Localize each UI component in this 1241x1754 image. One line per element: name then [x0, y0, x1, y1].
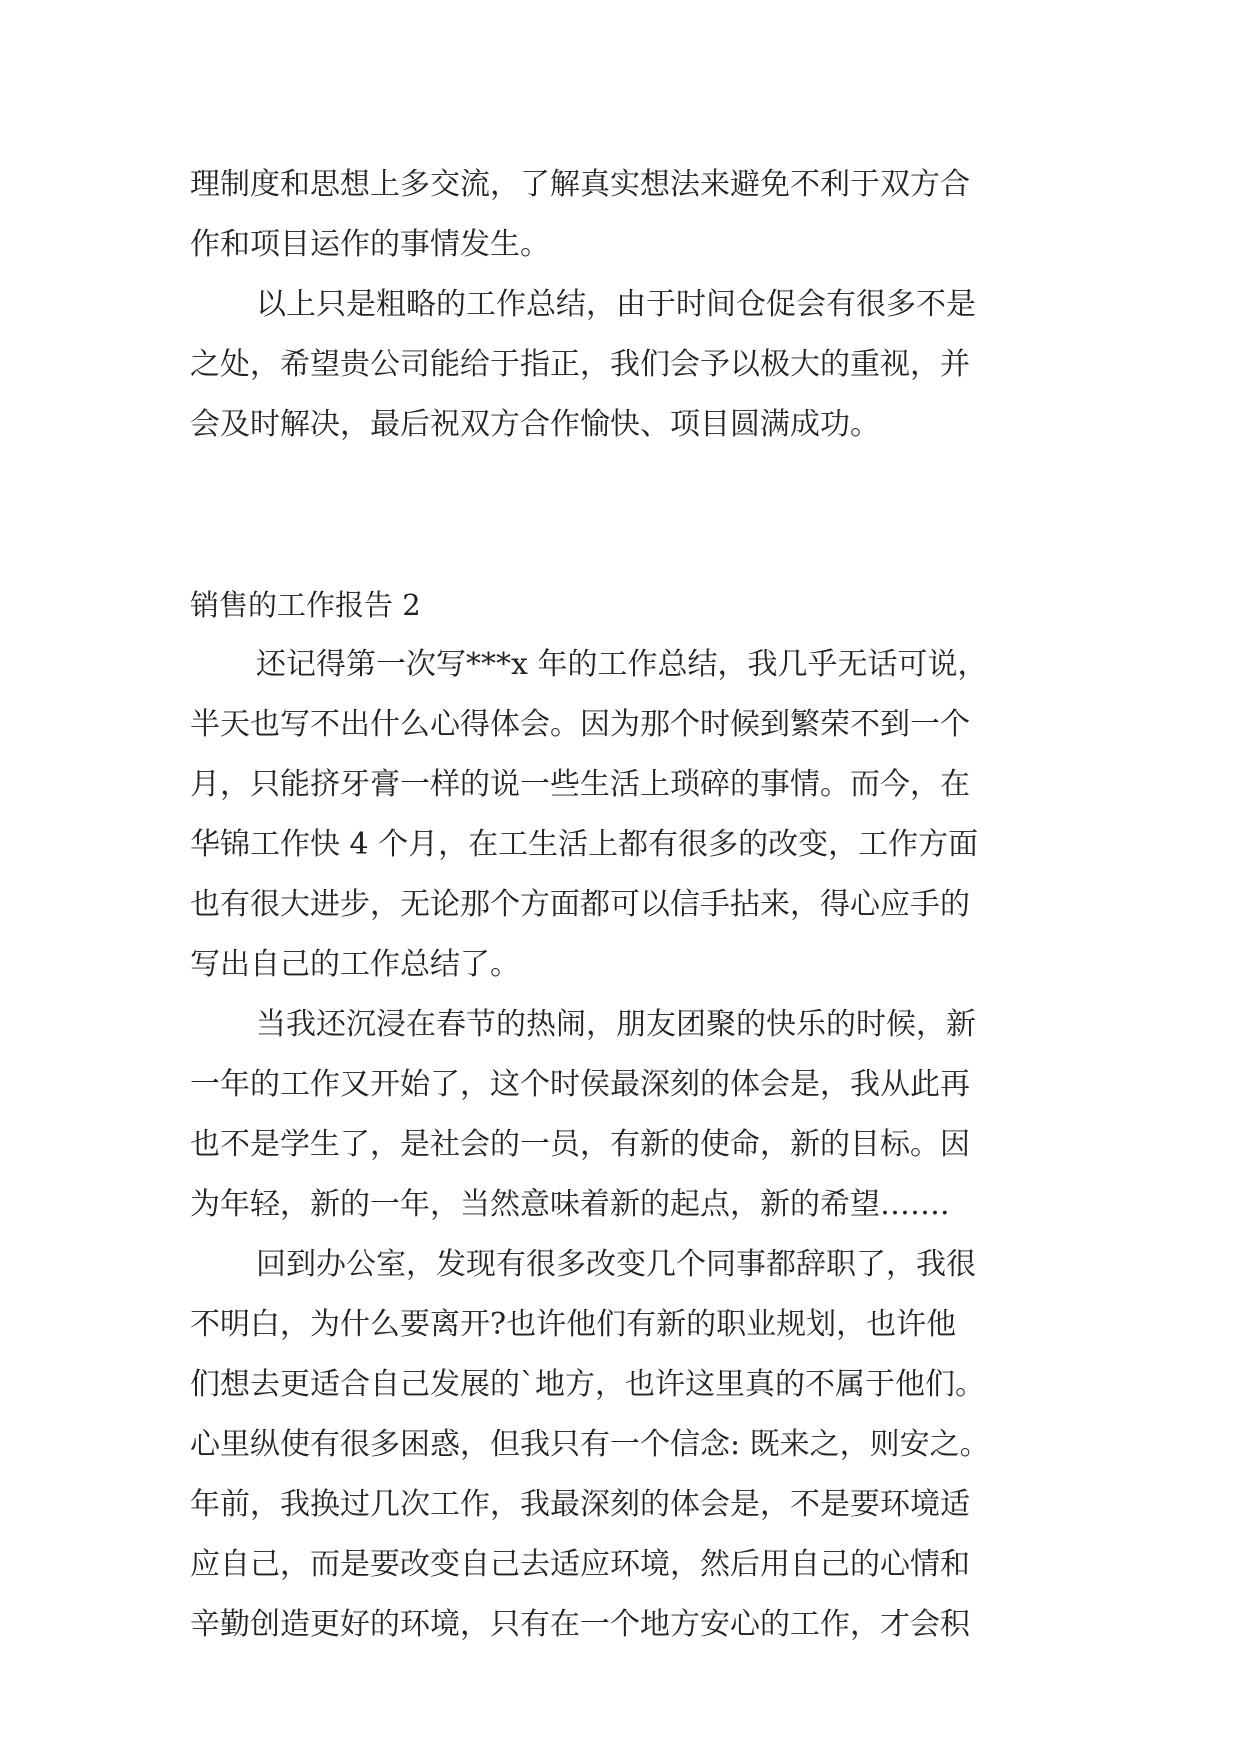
paragraph-line: 年前，我换过几次工作，我最深刻的体会是，不是要环境适 — [190, 1487, 970, 1522]
paragraph-line: 应自己，而是要改变自己去适应环境，然后用自己的心情和 — [190, 1547, 970, 1582]
paragraph-line: 心里纵使有很多困惑，但我只有一个信念: 既来之，则安之。 — [190, 1427, 990, 1462]
document-body — [190, 155, 1050, 1655]
paragraph-line: 半天也写不出什么心得体会。因为那个时候到繁荣不到一个 — [190, 707, 970, 742]
paragraph-line: 回到办公室，发现有很多改变几个同事都辞职了，我很 — [256, 1247, 976, 1282]
paragraph-line: 会及时解决，最后祝双方合作愉快、项目圆满成功。 — [190, 407, 880, 442]
paragraph-line: 写出自己的工作总结了。 — [190, 947, 520, 982]
paragraph-line: 一年的工作又开始了，这个时侯最深刻的体会是，我从此再 — [190, 1067, 970, 1102]
paragraph-line: 也不是学生了，是社会的一员，有新的使命，新的目标。因 — [190, 1127, 970, 1162]
paragraph-line: 也有很大进步，无论那个方面都可以信手拈来，得心应手的 — [190, 887, 970, 922]
paragraph-line: 还记得第一次写***x 年的工作总结，我几乎无话可说， — [256, 647, 988, 682]
paragraph-line: 月，只能挤牙膏一样的说一些生活上琐碎的事情。而今，在 — [190, 767, 970, 802]
paragraph-line: 们想去更适合自己发展的`地方，也许这里真的不属于他们。 — [190, 1367, 985, 1402]
paragraph-line: 辛勤创造更好的环境，只有在一个地方安心的工作，才会积 — [190, 1607, 970, 1642]
section-heading: 销售的工作报告 2 — [190, 588, 421, 622]
paragraph-line: 作和项目运作的事情发生。 — [190, 227, 550, 262]
paragraph-line: 不明白，为什么要离开?也许他们有新的职业规划，也许他 — [190, 1307, 957, 1342]
paragraph-line: 当我还沉浸在春节的热闹，朋友团聚的快乐的时候，新 — [256, 1007, 976, 1042]
paragraph-line: 华锦工作快 4 个月，在工生活上都有很多的改变，工作方面 — [190, 827, 979, 862]
paragraph-line: 之处，希望贵公司能给于指正，我们会予以极大的重视，并 — [190, 347, 970, 382]
paragraph-line: 为年轻，新的一年，当然意味着新的起点，新的希望……. — [190, 1187, 950, 1222]
paragraph-line: 以上只是粗略的工作总结，由于时间仓促会有很多不是 — [256, 287, 976, 322]
paragraph-line: 理制度和思想上多交流，了解真实想法来避免不利于双方合 — [190, 167, 970, 202]
